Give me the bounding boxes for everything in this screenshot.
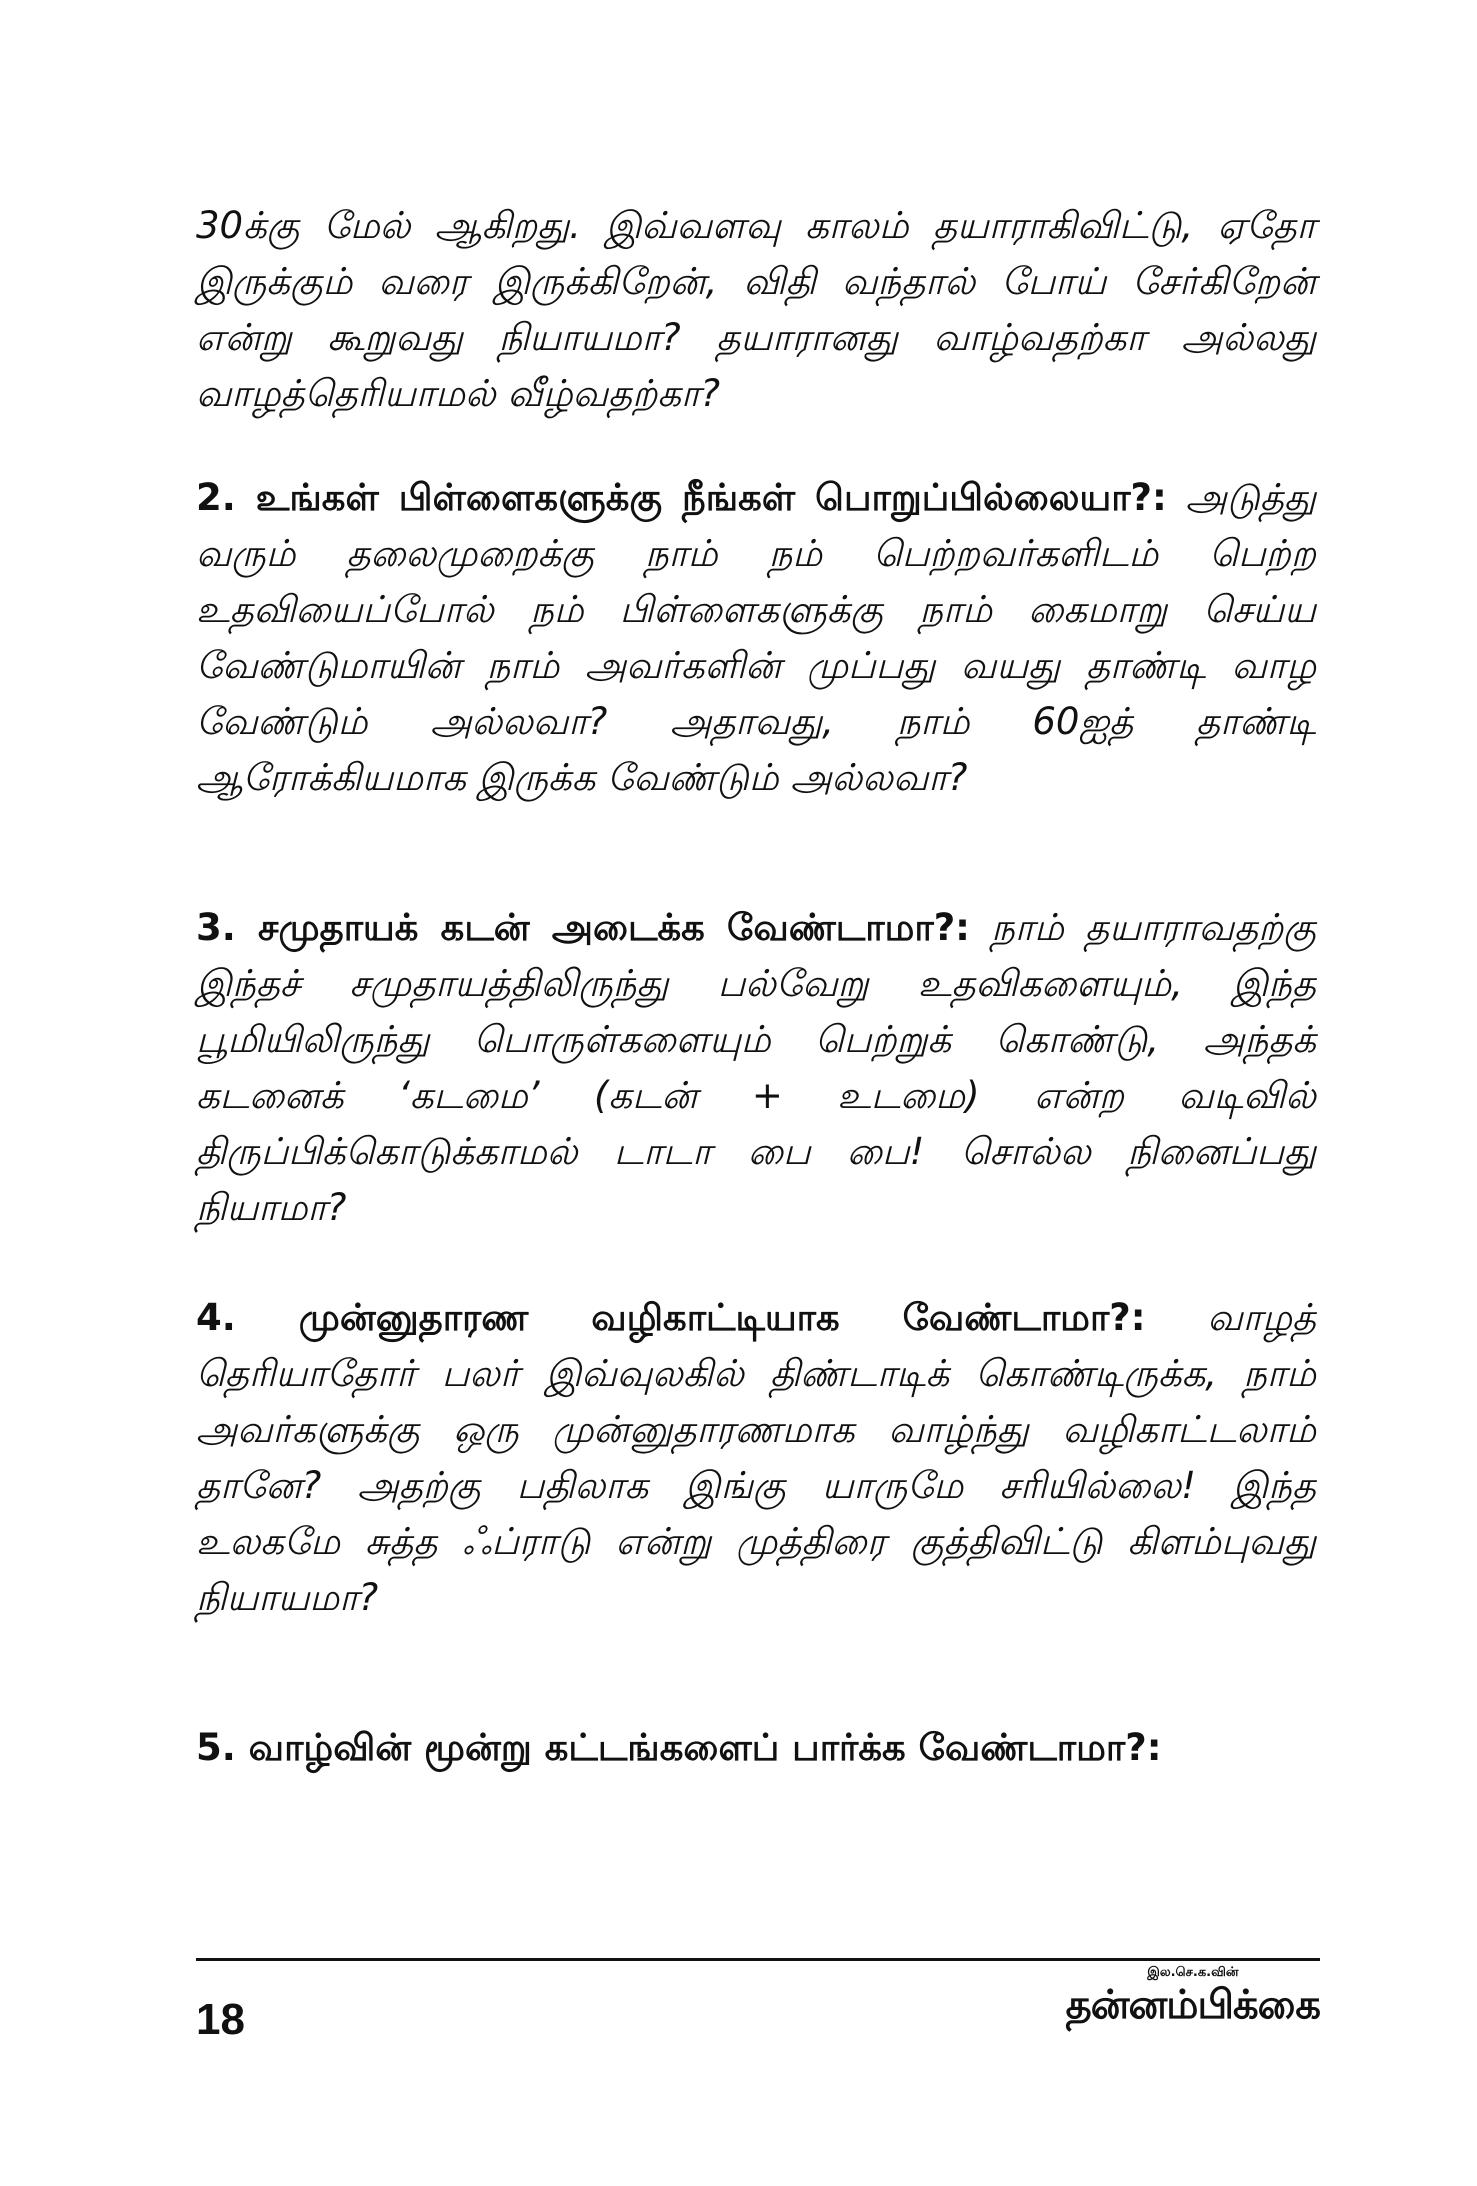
magazine-brand: [1066, 1965, 1320, 2029]
paragraph-1: [196, 198, 1316, 422]
section-2-body: அடுத்து வரும் தலைமுறைக்கு நாம் நம் பெற்றவர்களிடம் பெற்ற உதவியைப்போல் நம் பிள்ளைகளுக்கு நாம் கைமாறு செய்ய வேண்டுமாயின் நாம் அவர்களின் முப்பது வயது தாண்டி வாழ வேண்டும் அல்லவா? அதாவது, நாம் 60ஐத் தாண்டி ஆரோக்கியமாக இருக்க வேண்டும் அல்லவா?: [196, 476, 1316, 799]
paragraph-1-body: 30க்கு மேல் ஆகிறது. இவ்வளவு காலம் தயாராகிவிட்டு, ஏதோ இருக்கும் வரை இருக்கிறேன், விதி வந்தால் போய் சேர்கிறேன் என்று கூறுவது நியாயமா? தயாரானது வாழ்வதற்கா அல்லது வாழத்தெரியாமல் வீழ்வதற்கா?: [196, 204, 1316, 415]
brand-byline: இல.செ.க.வின்: [1147, 1965, 1239, 1980]
footer-divider: [196, 1958, 1320, 1961]
section-3-body: நாம் தயாராவதற்கு இந்தச் சமுதாயத்திலிருந்து பல்வேறு உதவிகளையும், இந்த பூமியிலிருந்து பொருள்களையும் பெற்றுக் கொண்டு, அந்தக் கடனைக் ‘கடமை’ (கடன் + உடமை) என்ற வடிவில் திருப்பிக்கொடுக்காமல் டாடா பை பை! சொல்ல நினைப்பது நியாமா?: [196, 906, 1316, 1229]
section-3-heading: 3. சமுதாயக் கடன் அடைக்க வேண்டாமா?:: [196, 906, 970, 949]
section-5-heading: 5. வாழ்வின் மூன்று கட்டங்களைப் பார்க்க வேண்டாமா?:: [196, 1726, 1162, 1769]
paragraph-2: [196, 470, 1316, 806]
paragraph-5: [196, 1720, 1316, 1776]
page-number: 18: [196, 1995, 245, 2044]
section-4-body: வாழத் தெரியாதோர் பலர் இவ்வுலகில் திண்டாடிக் கொண்டிருக்க, நாம் அவர்களுக்கு ஒரு முன்னுதாரணமாக வாழ்ந்து வழிகாட்டலாம் தானே? அதற்கு பதிலாக இங்கு யாருமே சரியில்லை! இந்த உலகமே சுத்த ஃப்ராடு என்று முத்திரை குத்திவிட்டு கிளம்புவது நியாயமா?: [196, 1296, 1317, 1619]
paragraph-3: [196, 900, 1316, 1236]
paragraph-4: [196, 1290, 1316, 1626]
brand-logo: தன்னம்பிக்கை: [1065, 1982, 1320, 2028]
section-2-heading: 2. உங்கள் பிள்ளைகளுக்கு நீங்கள் பொறுப்பில்லையா?:: [196, 476, 1167, 519]
section-4-heading: 4. முன்னுதாரண வழிகாட்டியாக வேண்டாமா?:: [196, 1296, 1146, 1339]
